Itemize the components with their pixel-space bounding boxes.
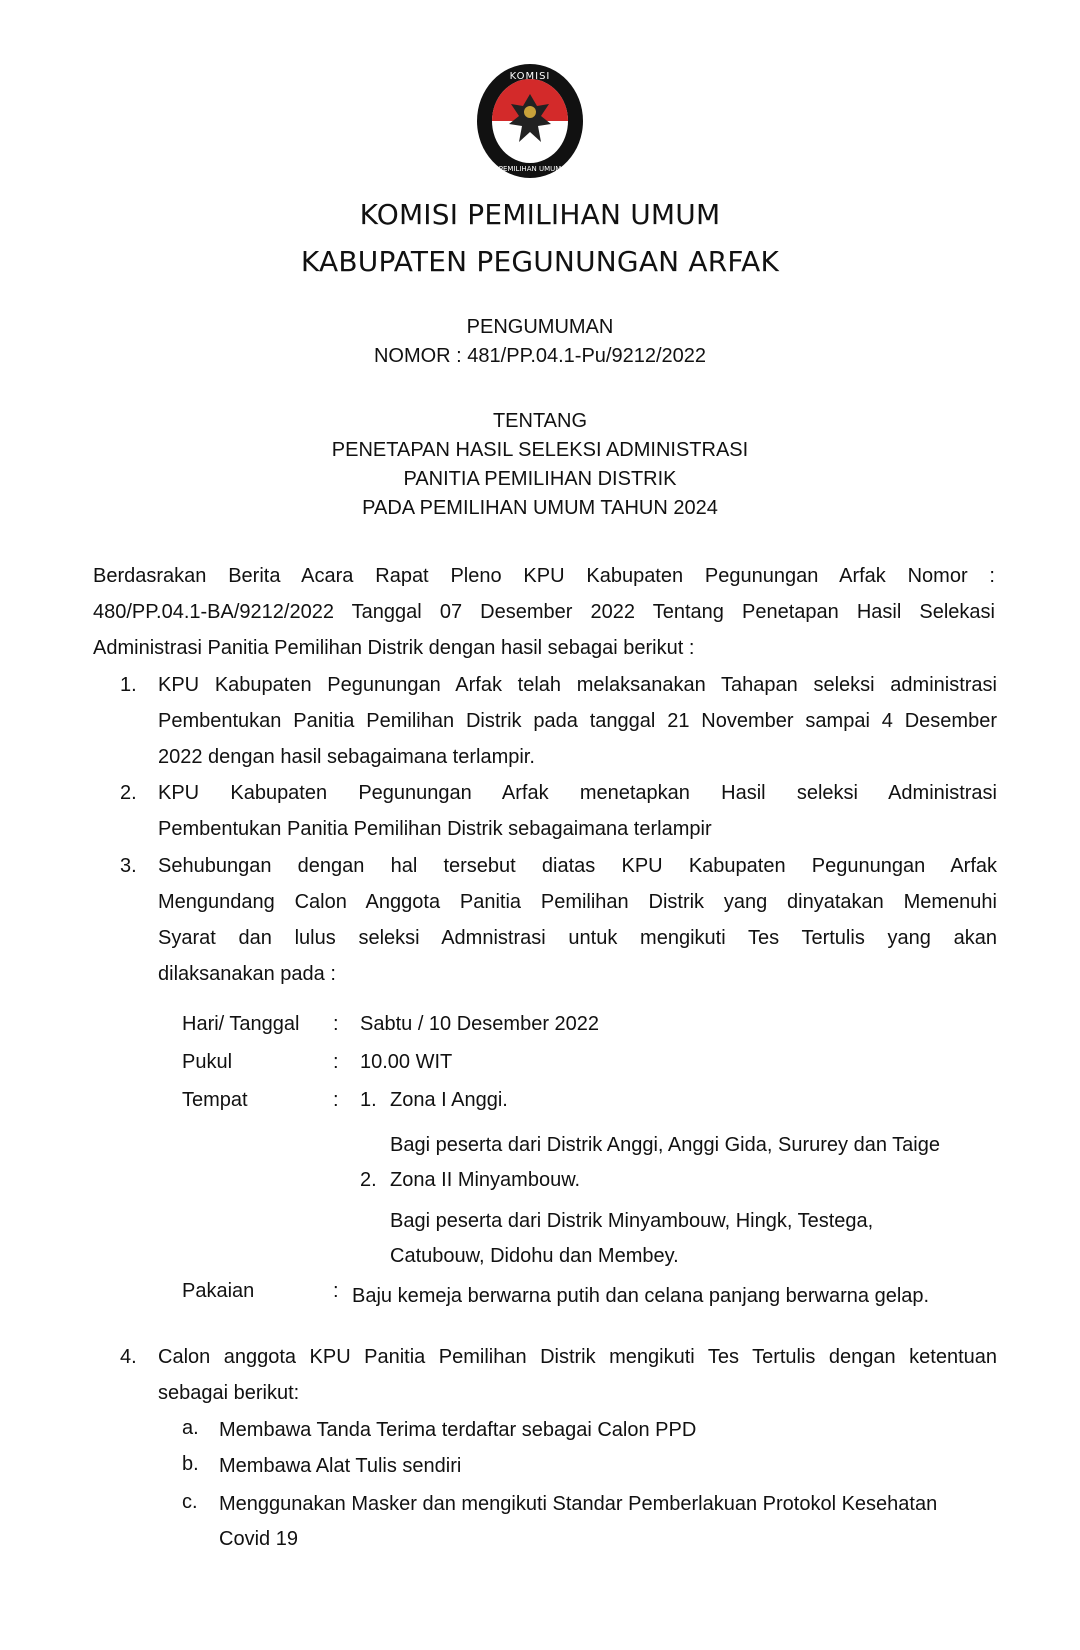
intro-line: Berdasrakan Berita Acara Rapat Pleno KPU Kabupaten Pegunungan Arfak Nomor : bbox=[93, 565, 995, 587]
item-line: 2022 dengan hasil sebagaimana terlampir. bbox=[158, 746, 535, 768]
requirement-text: Membawa Tanda Terima terdaftar sebagai Calon PPD bbox=[219, 1419, 697, 1441]
subject-line: PENETAPAN HASIL SELEKSI ADMINISTRASI bbox=[331, 439, 749, 461]
schedule-day-value: Sabtu / 10 Desember 2022 bbox=[360, 1013, 600, 1035]
item-line: sebagai berikut: bbox=[158, 1382, 300, 1404]
item-number: 4. bbox=[120, 1346, 137, 1368]
schedule-colon: : bbox=[333, 1280, 339, 1302]
item-number: 2. bbox=[120, 782, 137, 804]
item-number: 3. bbox=[120, 855, 137, 877]
item-line: Pembentukan Panitia Pemilihan Distrik sebagaimana terlampir bbox=[158, 818, 712, 840]
item-line: Syarat dan lulus seleksi Admnistrasi untuk mengikuti Tes Tertulis yang akan bbox=[158, 927, 997, 949]
item-line: dilaksanakan pada : bbox=[158, 963, 336, 985]
subject-line: TENTANG bbox=[492, 410, 588, 432]
logo-top-text: KOMISI bbox=[509, 71, 551, 82]
announcement-title: PENGUMUMAN bbox=[466, 316, 614, 338]
zone-name: Zona II Minyambouw. bbox=[390, 1169, 581, 1191]
schedule-time-value: 10.00 WIT bbox=[360, 1051, 453, 1073]
org-title: KOMISI PEMILIHAN UMUM bbox=[359, 198, 721, 231]
item-number: 1. bbox=[120, 674, 137, 696]
schedule-time-label: Pukul bbox=[182, 1051, 233, 1073]
item-line: Sehubungan dengan hal tersebut diatas KPU Kabupaten Pegunungan Arfak bbox=[158, 855, 997, 877]
zone-number: 1. bbox=[360, 1089, 377, 1111]
zone-description: Catubouw, Didohu dan Membey. bbox=[390, 1245, 679, 1267]
requirement-letter: a. bbox=[182, 1417, 199, 1439]
schedule-colon: : bbox=[333, 1089, 339, 1111]
subject-line: PADA PEMILIHAN UMUM TAHUN 2024 bbox=[362, 497, 718, 519]
logo-bottom-text: PEMILIHAN UMUM bbox=[498, 165, 562, 173]
item-line: KPU Kabupaten Pegunungan Arfak telah melaksanakan Tahapan seleksi administrasi bbox=[158, 674, 997, 696]
item-line: Pembentukan Panitia Pemilihan Distrik pada tanggal 21 November sampai 4 Desember bbox=[158, 710, 997, 732]
zone-name: Zona I Anggi. bbox=[390, 1089, 508, 1111]
org-subtitle: KABUPATEN PEGUNUNGAN ARFAK bbox=[300, 245, 780, 278]
requirement-text: Menggunakan Masker dan mengikuti Standar Pemberlakuan Protokol Kesehatan bbox=[219, 1493, 938, 1515]
schedule-colon: : bbox=[333, 1013, 339, 1035]
item-line: KPU Kabupaten Pegunungan Arfak menetapkan Hasil seleksi Administrasi bbox=[158, 782, 997, 804]
schedule-attire-value: Baju kemeja berwarna putih dan celana panjang berwarna gelap. bbox=[352, 1285, 930, 1307]
requirement-text: Membawa Alat Tulis sendiri bbox=[219, 1455, 462, 1477]
subject-line: PANITIA PEMILIHAN DISTRIK bbox=[403, 468, 677, 490]
schedule-attire-label: Pakaian bbox=[182, 1280, 255, 1302]
kpu-logo bbox=[475, 62, 585, 180]
schedule-colon: : bbox=[333, 1051, 339, 1073]
zone-description: Bagi peserta dari Distrik Anggi, Anggi Gida, Sururey dan Taige bbox=[390, 1134, 940, 1156]
requirement-text: Covid 19 bbox=[219, 1528, 298, 1550]
intro-line: 480/PP.04.1-BA/9212/2022 Tanggal 07 Desember 2022 Tentang Penetapan Hasil Selekasi bbox=[93, 601, 995, 623]
zone-number: 2. bbox=[360, 1169, 377, 1191]
item-line: Mengundang Calon Anggota Panitia Pemilihan Distrik yang dinyatakan Memenuhi bbox=[158, 891, 997, 913]
item-line: Calon anggota KPU Panitia Pemilihan Distrik mengikuti Tes Tertulis dengan ketentuan bbox=[158, 1346, 997, 1368]
announcement-number: NOMOR : 481/PP.04.1-Pu/9212/2022 bbox=[373, 345, 707, 367]
intro-line: Administrasi Panitia Pemilihan Distrik dengan hasil sebagai berikut : bbox=[93, 637, 695, 659]
zone-description: Bagi peserta dari Distrik Minyambouw, Hingk, Testega, bbox=[390, 1210, 874, 1232]
schedule-place-label: Tempat bbox=[182, 1089, 248, 1111]
requirement-letter: c. bbox=[182, 1491, 198, 1513]
requirement-letter: b. bbox=[182, 1453, 199, 1475]
intro-paragraph bbox=[93, 558, 995, 666]
schedule-day-label: Hari/ Tanggal bbox=[182, 1013, 300, 1035]
